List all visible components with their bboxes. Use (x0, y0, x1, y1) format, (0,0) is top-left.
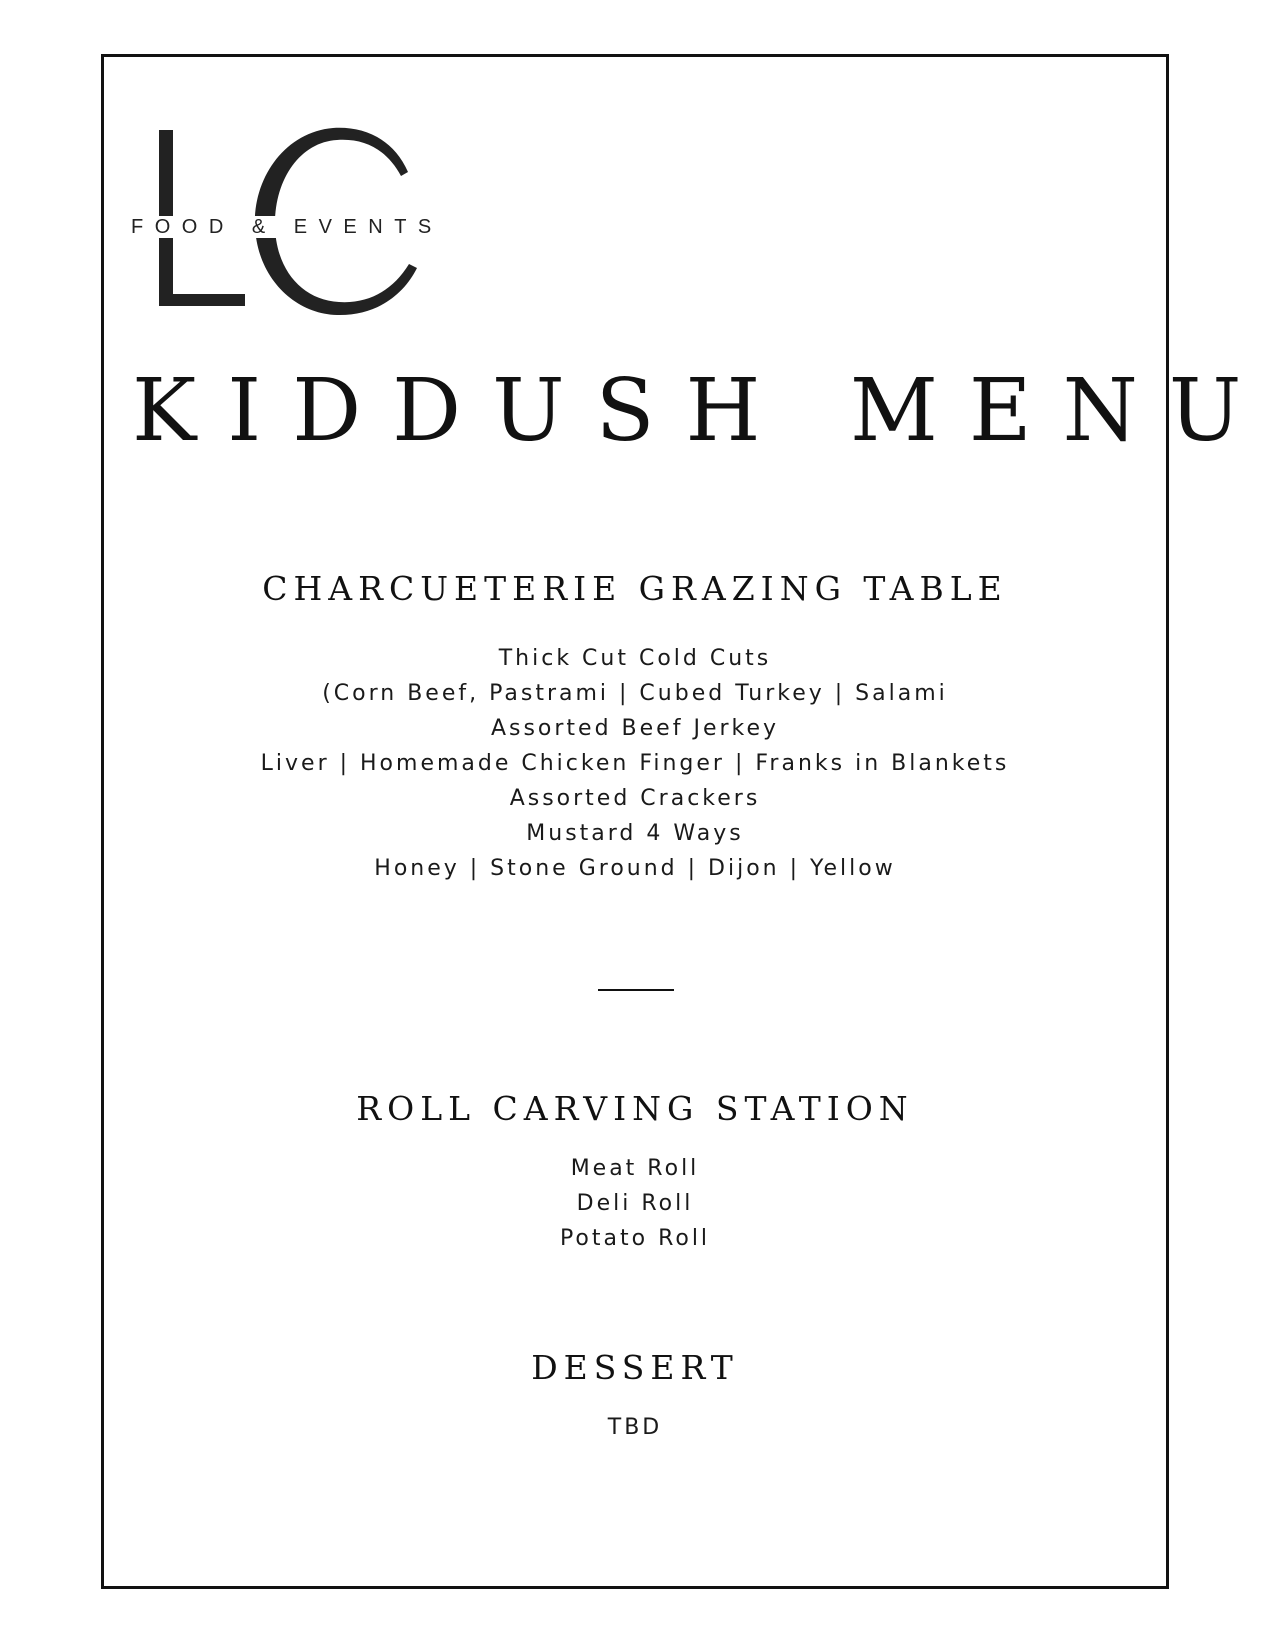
section-title: ROLL CARVING STATION (356, 1089, 914, 1128)
section-charcuterie (101, 569, 1169, 886)
menu-item: Honey | Stone Ground | Dijon | Yellow (374, 856, 896, 881)
menu-item: Assorted Beef Jerkey (490, 716, 780, 741)
section-roll-carving (101, 1089, 1169, 1256)
menu-item: Thick Cut Cold Cuts (498, 646, 772, 671)
menu-item: Liver | Homemade Chicken Finger | Franks in Blankets (260, 751, 1010, 776)
menu-item-list (101, 1151, 1169, 1256)
page-title: KIDDUSH MENU (132, 361, 1273, 461)
brand-logo (125, 118, 485, 333)
menu-item-list (101, 1410, 1169, 1445)
menu-item-list (101, 641, 1169, 886)
section-title: CHARCUETERIE GRAZING TABLE (262, 569, 1008, 608)
section-divider (598, 989, 674, 991)
menu-item: (Corn Beef, Pastrami | Cubed Turkey | Salami (322, 681, 948, 706)
logo-tagline (129, 216, 485, 239)
section-dessert (101, 1348, 1169, 1445)
section-title: DESSERT (531, 1348, 739, 1387)
menu-item: Assorted Crackers (509, 786, 761, 811)
logo-tagline-text: FOOD & EVENTS (131, 216, 443, 238)
menu-item: Meat Roll (570, 1156, 700, 1181)
menu-item: TBD (607, 1415, 663, 1440)
menu-item: Deli Roll (576, 1191, 694, 1216)
menu-item: Mustard 4 Ways (526, 821, 744, 846)
menu-item: Potato Roll (559, 1226, 711, 1251)
